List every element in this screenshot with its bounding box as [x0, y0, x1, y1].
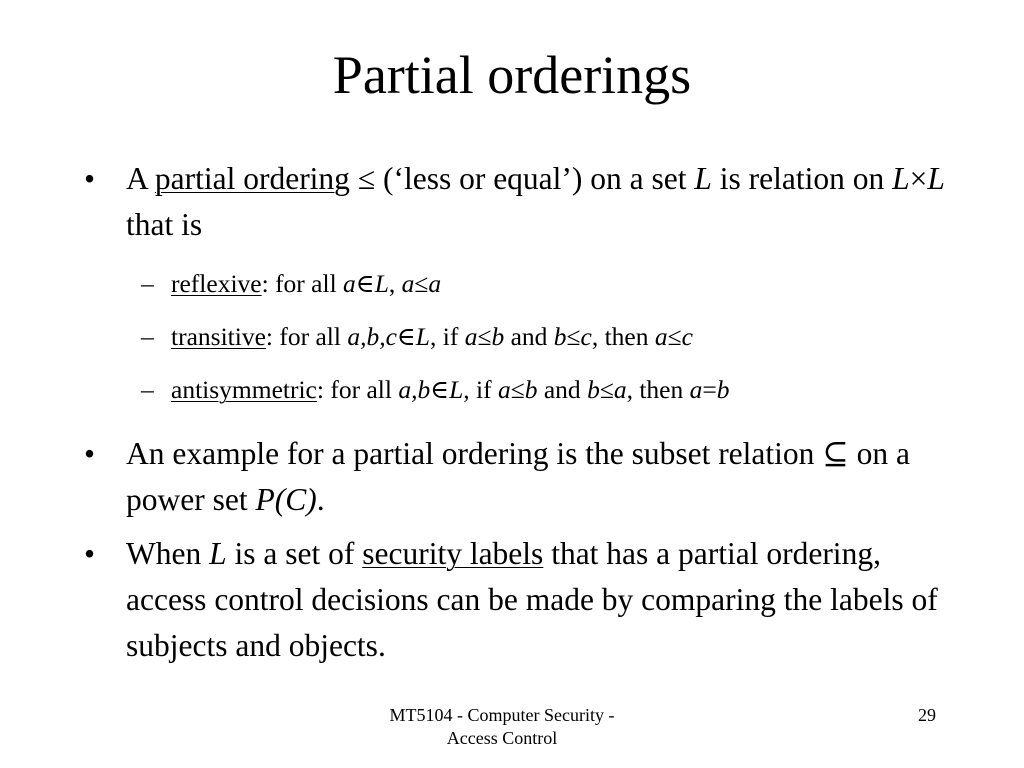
text: : for all [265, 322, 348, 351]
math-var: a [464, 322, 478, 351]
math-var: a [689, 375, 703, 404]
sub-bullet-reflexive [84, 264, 964, 303]
text: and [504, 322, 554, 351]
math-var: a [428, 269, 442, 298]
bullet-security-labels [84, 531, 964, 669]
leq-symbol: ≤ [510, 375, 525, 404]
math-var: L [694, 161, 712, 196]
text: , if [429, 322, 465, 351]
math-var: b [553, 322, 567, 351]
math-var: a [343, 269, 356, 298]
math-var: L [415, 322, 430, 351]
sub-bullet-marker: – [141, 375, 154, 404]
slide-body [84, 156, 964, 675]
bullet-subset-example [84, 431, 964, 523]
element-of-symbol: ∈ [355, 269, 375, 298]
term-transitive: transitive [171, 322, 266, 351]
bullet-marker: • [84, 436, 96, 471]
math-var: c [681, 322, 693, 351]
page-number: 29 [918, 705, 936, 725]
math-var: a [654, 322, 668, 351]
text: When [126, 536, 210, 571]
text: and [537, 375, 588, 404]
subset-symbol: ⊆ [822, 436, 849, 471]
text: on a power set [126, 436, 910, 517]
sub-bullet-marker: – [141, 269, 154, 298]
text: , [388, 269, 402, 298]
term-antisymmetric: antisymmetric [171, 375, 317, 404]
math-var: b [524, 375, 538, 404]
text: , if [463, 375, 498, 404]
term-security-labels: security labels [362, 536, 544, 571]
math-var: b [716, 375, 730, 404]
bullet-marker: • [84, 161, 96, 196]
math-var: L [449, 375, 464, 404]
element-of-symbol: ∈ [396, 322, 416, 351]
math-var: L [927, 161, 945, 196]
math-var: a,b,c [347, 322, 397, 351]
sub-bullet-marker: – [141, 322, 154, 351]
math-var: b [587, 375, 600, 404]
text: , then [591, 322, 655, 351]
leq-symbol: ≤ [599, 375, 614, 404]
leq-symbol: ≤ [667, 322, 682, 351]
sub-bullet-antisymmetric [84, 370, 964, 409]
bullet-marker: • [84, 536, 96, 571]
text: that has a partial ordering, access control decisions can be made by comparing the labels of subjects and objects. [126, 536, 938, 663]
math-var: L [374, 269, 389, 298]
math-var: c [580, 322, 592, 351]
sub-bullet-transitive [84, 317, 964, 356]
text: ≤ (‘less or equal’) on a set [349, 161, 695, 196]
text: . [316, 482, 325, 517]
math-var: L [209, 536, 227, 571]
text: A [126, 161, 155, 196]
text: An example for a partial ordering is the subset relation [126, 436, 823, 471]
text: is a set of [226, 536, 363, 571]
property-list [84, 264, 964, 409]
text: : for all [316, 375, 399, 404]
math-var: b [491, 322, 505, 351]
math-var: L [892, 161, 910, 196]
math-var: a,b [398, 375, 431, 404]
text: that is [126, 207, 203, 242]
slide-title: Partial orderings [332, 45, 692, 105]
math-var: a [613, 375, 627, 404]
text: , then [626, 375, 690, 404]
text: : for all [261, 269, 344, 298]
bullet-partial-ordering-definition [84, 156, 964, 248]
math-var: a [401, 269, 415, 298]
leq-symbol: ≤ [477, 322, 492, 351]
footer-line-1: MT5104 - Computer Security - [389, 705, 615, 725]
leq-symbol: ≤ [566, 322, 581, 351]
term-partial-ordering: partial ordering [154, 161, 350, 196]
math-var: P(C) [255, 482, 317, 517]
slide-footer [362, 704, 642, 750]
equals-symbol: = [702, 375, 717, 404]
term-reflexive: reflexive [171, 269, 262, 298]
element-of-symbol: ∈ [430, 375, 450, 404]
leq-symbol: ≤ [414, 269, 429, 298]
math-var: a [497, 375, 511, 404]
text: is relation on [711, 161, 893, 196]
footer-line-2: Access Control [446, 728, 558, 748]
times-symbol: × [909, 161, 928, 196]
